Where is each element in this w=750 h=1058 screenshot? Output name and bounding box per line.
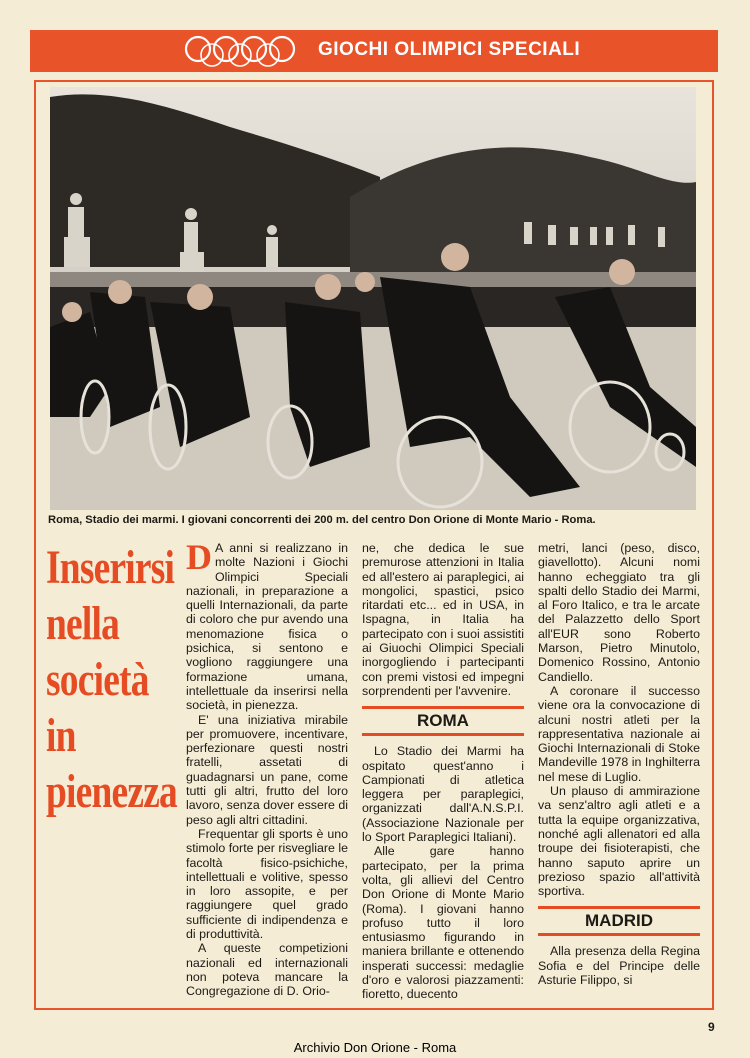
- article-column-3: [538, 541, 700, 987]
- paragraph: D A anni si realizzano in molte Nazioni i Giochi Olimpici Speciali nazionali, in preparazione a quelli Internazionali, da parte di coloro che pur avendo una menomazione fisica o psichica, si sentono e vogliono raggiungere una formazione umana, intellettuale da inserirsi nella società, in pienezza.: [186, 537, 348, 713]
- headline-line: nella: [46, 597, 120, 650]
- drop-cap: D: [186, 537, 212, 577]
- wheelchair-athletes-image: [50, 87, 696, 510]
- paragraph: Lo Stadio dei Marmi ha ospitato quest'anno i Campionati di atletica leggera per paraplegici, organizzati dall'A.N.S.P.I. (Associazione Nazionale per lo Sport Paraplegici Italiani).: [362, 744, 524, 845]
- section-banner: [30, 30, 718, 72]
- article-column-1: [186, 537, 348, 999]
- banner-title: GIOCHI OLIMPICI SPECIALI: [318, 39, 581, 60]
- page-number: 9: [708, 1020, 715, 1034]
- archive-credit: Archivio Don Orione - Roma: [293, 1040, 457, 1055]
- article-headline: [46, 540, 186, 820]
- paragraph: Alle gare hanno partecipato, per la prima volta, gli allievi del Centro Don Orione di Monte Mario (Roma). I giovani hanno profuso tutto il loro entusiasmo figurando in maniera brillante e ottenendo insperati successi: medaglie d'oro e valorosi piazzamenti: fioretto, duecento: [362, 844, 524, 1002]
- headline-line: pienezza: [46, 765, 178, 818]
- paragraph: E' una iniziativa mirabile per promuovere, incentivare, perfezionare questi nostri fratelli, assetati di guadagnarsi un pane, come tutti gli altri, frutto del loro lavoro, senza dover essere di peso agli altri cittadini.: [186, 712, 348, 827]
- paragraph: Un plauso di ammirazione va senz'altro agli atleti e a tutta la equipe organizzativa, nonché agli allenatori ed alla troupe dei fisioterapisti, che hanno saputo aprire un prezioso spazio all'attività sportiva.: [538, 784, 700, 899]
- paragraph: A coronare il successo viene ora la convocazione di alcuni nostri atleti per la rappresentativa nazionale ai Giochi Internazionali di Stoke Mandeville 1978 in Inghilterra nel mese di Luglio.: [538, 683, 700, 784]
- article-column-2: [362, 541, 524, 1002]
- paragraph: ne, che dedica le sue premurose attenzioni in Italia ed all'estero ai paraplegici, ai mongolici, spastici, psico ritardati etc... ed in USA, in Ispagna, in Italia ha partecipato con i suoi assistiti ai Giuochi Olimpici Speciali inorgogliendo i partecipanti con premi vistosi ed impegni sorprendenti per l'avvenire.: [362, 541, 524, 698]
- olympic-rings-icon: [180, 33, 308, 69]
- paragraph: A queste competizioni nazionali ed internazionali non poteva mancare la Congregazione di D. Orio-: [186, 941, 348, 999]
- paragraph: metri, lanci (peso, disco, giavellotto). Alcuni nomi hanno echeggiato tra gli spalti dello Stadio dei Marmi, al Foro Italico, e tra le arcate del Palazzetto dello Sport all'EUR sono Roberto Marson, Pietro Minutolo, Domenico Rossino, Antonio Candiello.: [538, 541, 700, 684]
- headline-line: società: [46, 653, 149, 706]
- paragraph: Alla presenza della Regina Sofia e del Principe delle Asturie Filippo, si: [538, 944, 700, 988]
- stadium-photo: [50, 87, 696, 510]
- headline-line: Inserirsi: [46, 541, 175, 594]
- paragraph: Frequentar gli sports è uno stimolo forte per risvegliare le facoltà fisico-psichiche, intellettuali e volitive, spesso in loro assopite, e per raggiungere quel grado sufficiente di indipendenza e di produttività.: [186, 826, 348, 942]
- section-heading-roma: ROMA: [362, 706, 524, 736]
- section-heading-madrid: MADRID: [538, 906, 700, 936]
- photo-caption: Roma, Stadio dei marmi. I giovani concorrenti dei 200 m. del centro Don Orione di Monte Mario - Roma.: [48, 514, 596, 526]
- headline-line: in: [46, 709, 76, 762]
